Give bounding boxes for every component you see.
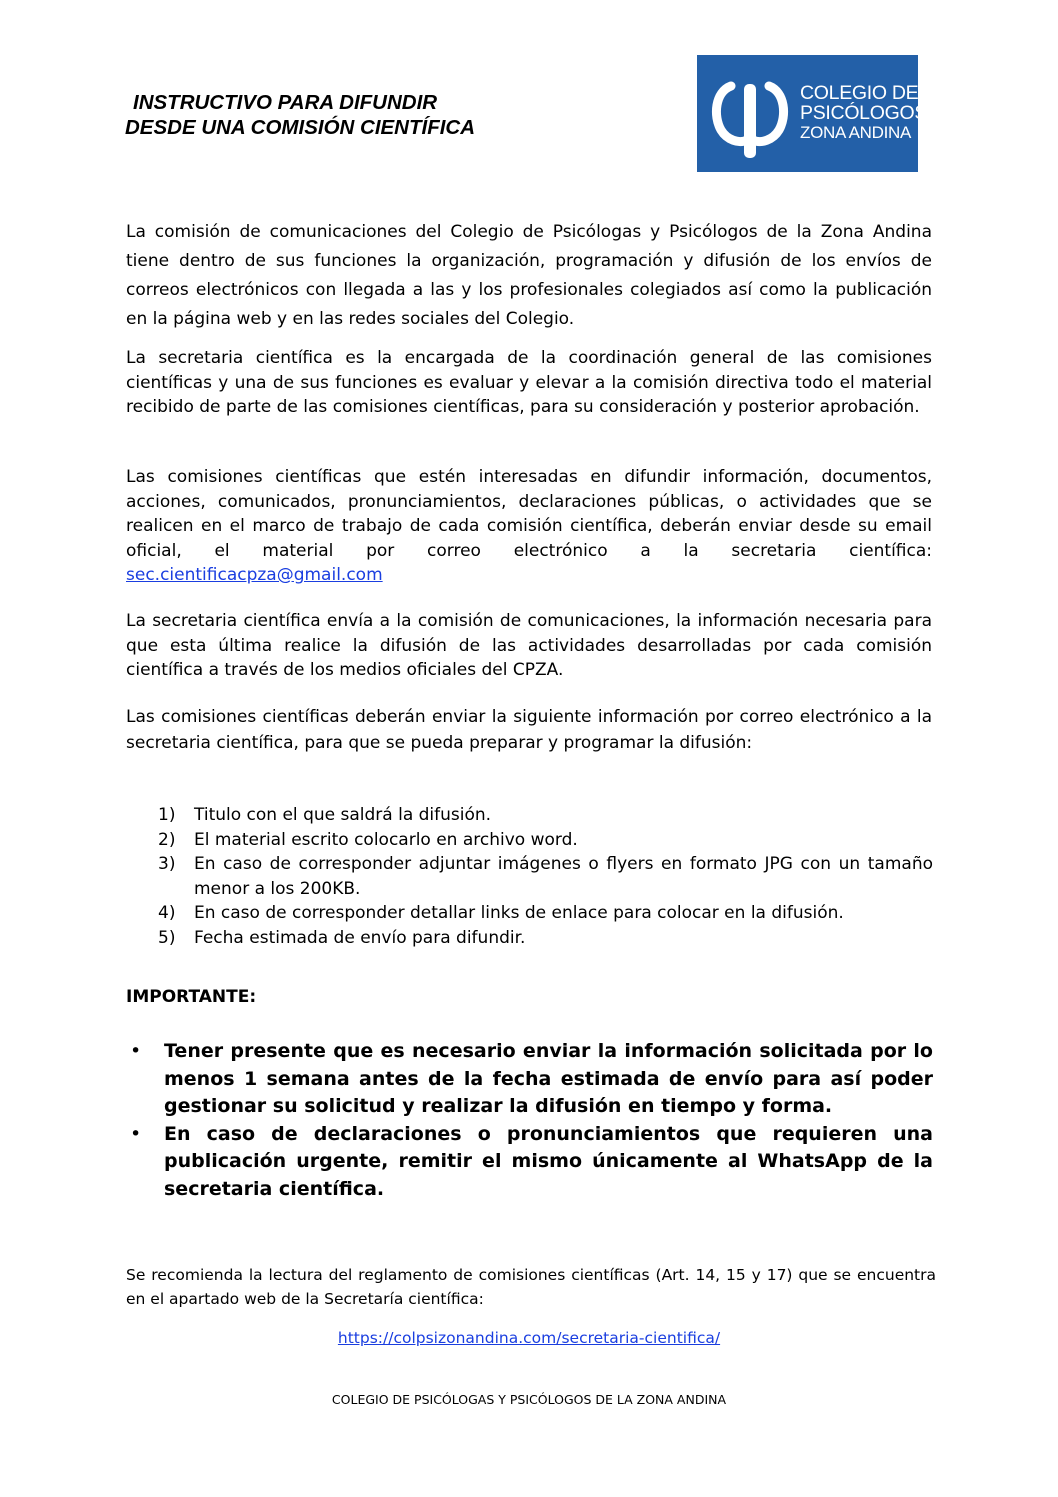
title-line-1: INSTRUCTIVO PARA DIFUNDIR [133, 91, 438, 114]
paragraph-informacion: Las comisiones científicas deberán enviar la siguiente información por correo electrónico a la secretaria científica, para que se pueda preparar y programar la difusión: [126, 707, 932, 753]
bullet-icon: • [130, 1040, 142, 1062]
secretaria-url-link[interactable]: https://colpsizonandina.com/secretaria-cientifica/ [337, 1329, 721, 1347]
logo-line-1: COLEGIO DE [800, 82, 919, 104]
title-line-2: DESDE UNA COMISIÓN CIENTÍFICA [125, 116, 476, 139]
list-item: 4) En caso de corresponder detallar links de enlace para colocar en la difusión. [158, 903, 844, 923]
recommendation-text: Se recomienda la lectura del reglamento de comisiones científicas (Art. 14, 15 y 17) que se encuentra en el apartado web de la Secretaría científica: [126, 1266, 936, 1308]
list-item: 5) Fecha estimada de envío para difundir. [158, 927, 526, 948]
logo-line-2: PSICÓLOGOS [800, 102, 928, 124]
list-item: • Tener presente que es necesario enviar la información solicitada por lo menos 1 semana antes de la fecha estimada de envío para así poder gestionar su solicitud y realizar la difusión en tiempo y forma. [130, 1040, 933, 1117]
paragraph-difusion: La secretaria científica envía a la comisión de comunicaciones, la información necesaria para que esta última realice la difusión de las actividades desarrolladas por cada comisión científica a través de los medios oficiales del CPZA. [126, 611, 932, 680]
important-heading: IMPORTANTE: [126, 987, 257, 1007]
paragraph-secretaria: La secretaria científica es la encargada de la coordinación general de las comisiones científicas y una de sus funciones es evaluar y elevar a la comisión directiva todo el material recibido de parte de las comisiones científicas, para su consideración y posterior aprobación. [126, 348, 932, 417]
page-footer: COLEGIO DE PSICÓLOGAS Y PSICÓLOGOS DE LA ZONA ANDINA [331, 1392, 727, 1407]
list-item: • En caso de declaraciones o pronunciamientos que requieren una publicación urgente, remitir el mismo únicamente al WhatsApp de la secretaria científica. [130, 1122, 933, 1200]
list-item: 1) Titulo con el que saldrá la difusión. [158, 805, 492, 825]
paragraph-comisiones [126, 465, 932, 588]
bullet-icon: • [130, 1122, 142, 1145]
psi-emblem-icon [707, 80, 793, 160]
paragraph-comunicaciones: La comisión de comunicaciones del Colegio de Psicólogas y Psicólogos de la Zona Andina tiene dentro de sus funciones la organización, programación y difusión de los envíos de correos electrónicos con llegada a las y los profesionales colegiados así como la publicación en la página web y en las redes sociales del Colegio. [126, 222, 932, 329]
email-link[interactable]: sec.cientificacpza@gmail.com [126, 565, 383, 585]
colegio-logo [697, 55, 928, 172]
important-list [130, 1038, 933, 1203]
paragraph-comisiones-text: Las comisiones científicas que estén interesadas en difundir información, documentos, acciones, comunicados, pronunciamientos, declaraciones públicas, o actividades que se realicen en el marco de trabajo de cada comisión científica, deberán enviar desde su email oficial, el material por correo electrónico a la secretaria científica: [126, 467, 932, 561]
document-title [125, 90, 475, 140]
logo-line-3: ZONA ANDINA [800, 123, 912, 142]
list-item: 3) En caso de corresponder adjuntar imágenes o flyers en formato JPG con un tamaño menor a los 200KB. [158, 854, 933, 899]
list-item: 2) El material escrito colocarlo en archivo word. [158, 829, 578, 850]
steps-list [158, 803, 933, 950]
